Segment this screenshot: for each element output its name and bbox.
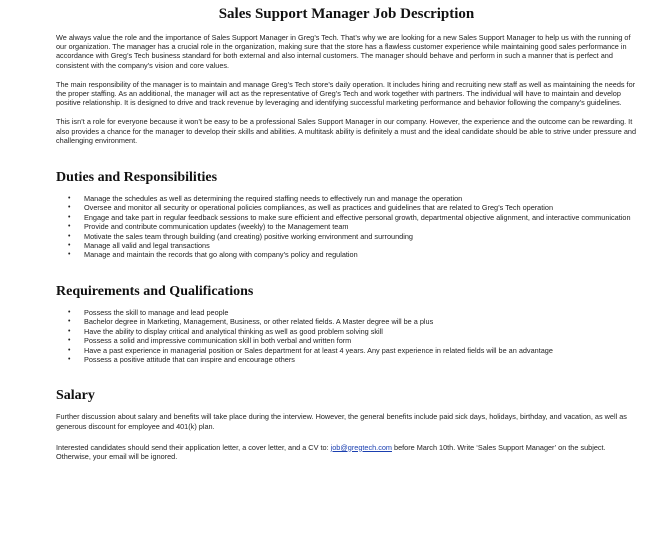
duty-text: Oversee and monitor all security or operational policies compliances, as well as practices and guidelines that are related to Greg’s Tech operation [84,203,554,213]
intro-paragraph-2: The main responsibility of the manager is to maintain and manage Greg’s Tech store’s daily operation. It includes hiring and recruiting new staff as well as maintaining the needs for the proper staffing. As an additional, the manager will act as the representative of Greg’s Tech and work together with partners. The individual will have to maintain and develop positive relationship. It is designed to drive and track revenue by leveraging and identifying successful marketing performance and behavior following the company’s guidelines. [56,79,636,108]
requirement-text: Have a past experience in managerial position or Sales department for at least 4 years. Any past experience in related fields will be an advantage [84,345,553,355]
email-link[interactable]: job@gregtech.com [330,442,392,452]
bullet-icon: • [68,242,71,250]
bullet-icon: • [68,195,71,203]
bullet-icon: • [68,346,71,354]
apply-prefix: Interested candidates should send their application letter, a cover letter, and a CV to: [56,442,331,452]
duties-list [56,194,637,260]
list-item [68,241,637,251]
list-item [68,250,637,260]
list-item [68,326,637,336]
intro-paragraph-1: We always value the role and the importance of Sales Support Manager in Greg’s Tech. That’s why we are looking for a new Sales Support Manager to help us with the running of our organization. The manager has a crucial role in the organization, making sure that the store has a flawless customer experience while maintaining good sales performance in accordance with Greg’s Tech business standard for both external and also internal customers. The manager should behave and perform in such a manner that is perfect and consistent with the company’s vision and core values. [56,33,631,70]
requirements-heading: Requirements and Qualifications [56,283,254,299]
duty-text: Engage and take part in regular feedback sessions to make sure efficient and effective personal growth, departmental objective alignment, and interactive communication [84,212,631,222]
duty-text: Manage all valid and legal transactions [84,241,210,251]
bullet-icon: • [68,251,71,259]
duty-text: Motivate the sales team through building (and creating) positive working environment and surrounding [84,231,413,241]
list-item [68,231,637,241]
intro-paragraph-3: This isn’t a role for everyone because it won’t be easy to be a professional Sales Support Manager in our company. However, the experience and the outcome can be rewarding. It also provides a chance for the manager to develop their skills and abilities. A multitask ability is definitely a must and the ideal candidate should be able to strive under pressure and challenging environment. [56,117,637,145]
salary-heading: Salary [56,388,95,404]
bullet-icon: • [68,204,71,212]
list-item [68,194,637,204]
apply-paragraph [56,443,637,461]
salary-paragraph: Further discussion about salary and benefits will take place during the interview. However, the general benefits include paid sick days, holidays, birthday, and vacation, as well as generous discount for employee and 401(k) plan. [56,412,627,431]
duties-heading: Duties and Responsibilities [56,170,218,186]
bullet-icon: • [68,327,71,335]
list-item [68,307,637,317]
requirement-text: Bachelor degree in Marketing, Management, Business, or other related fields. A Master degree will be a plus [84,317,434,327]
bullet-icon: • [68,232,71,240]
requirement-text: Possess a solid and impressive communication skill in both verbal and written form [84,336,352,346]
requirements-list [56,308,637,364]
list-item [68,354,637,364]
list-item [68,203,637,213]
bullet-icon: • [68,337,71,345]
list-item [68,212,637,222]
duty-text: Provide and contribute communication updates (weekly) to the Management team [84,222,349,232]
bullet-icon: • [68,308,71,316]
duty-text: Manage the schedules as well as determining the required staffing needs to effectively run and manage the operation [84,194,463,204]
apply-suffix: before March 10th. Write ‘Sales Support Manager’ on the subject. Otherwise, your email will be ignored. [56,442,606,461]
requirement-text: Have the ability to display critical and analytical thinking as well as good problem solving skill [84,326,383,336]
list-item [68,222,637,232]
page-title: Sales Support Manager Job Description [218,6,475,22]
bullet-icon: • [68,223,71,231]
requirement-text: Possess the skill to manage and lead people [84,307,229,317]
list-item [68,336,637,346]
duty-text: Manage and maintain the records that go along with company’s policy and regulation [84,250,358,260]
requirement-text: Possess a positive attitude that can inspire and encourage others [84,354,295,364]
bullet-icon: • [68,213,71,221]
bullet-icon: • [68,355,71,363]
bullet-icon: • [68,318,71,326]
list-item [68,317,637,327]
list-item [68,345,637,355]
